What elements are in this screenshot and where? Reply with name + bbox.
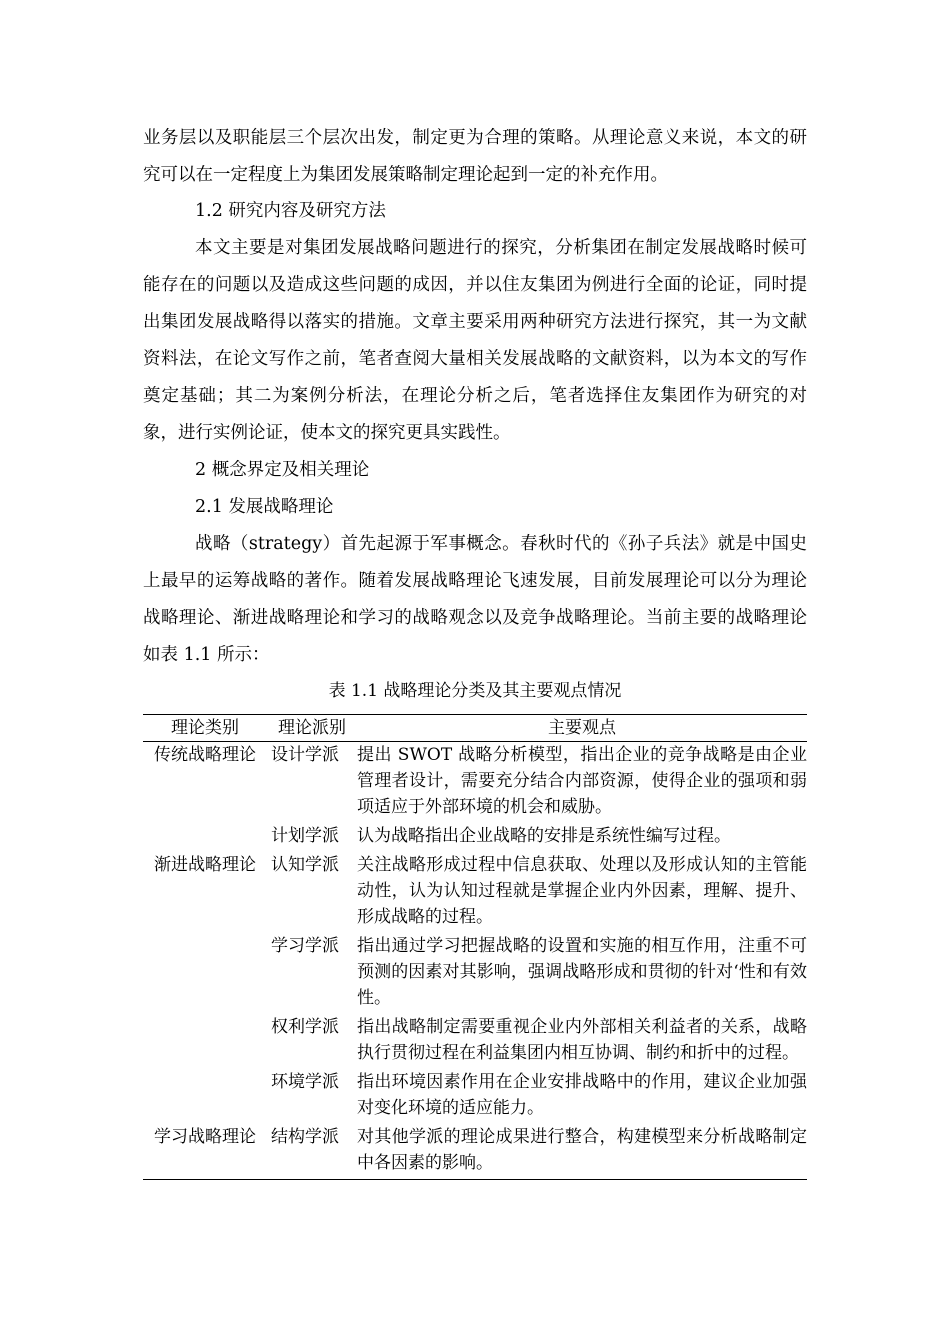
strategy-theory-table: [143, 714, 807, 1180]
header-school: 理论派别: [267, 715, 357, 742]
cell-school: 认知学派: [271, 855, 339, 875]
table-header-row: [143, 715, 807, 742]
table-caption: 表 1.1 战略理论分类及其主要观点情况: [328, 681, 622, 701]
section-heading-2-1: 2.1 发展战略理论: [195, 497, 334, 517]
table-row: [143, 1124, 807, 1180]
cell-school: 设计学派: [271, 745, 339, 765]
cell-school: 计划学派: [271, 826, 339, 846]
cell-category: 传统战略理论: [154, 745, 256, 765]
cell-category: 渐进战略理论: [154, 855, 256, 875]
table-row: [143, 852, 807, 933]
table-row: [143, 742, 807, 824]
cell-view: 对其他学派的理论成果进行整合，构建模型来分析战略制定中各因素的影响。: [357, 1124, 807, 1180]
table-row: [143, 933, 807, 1014]
table-row: [143, 1014, 807, 1069]
cell-category: [143, 823, 267, 852]
paragraph-significance: 业务层以及职能层三个层次出发，制定更为合理的策略。从理论意义来说，本文的研究可以在一定程度上为集团发展策略制定理论起到一定的补充作用。: [143, 128, 807, 185]
cell-category: [143, 1014, 267, 1069]
paragraph-research-content: 本文主要是对集团发展战略问题进行的探究，分析集团在制定发展战略时候可能存在的问题以及造成这些问题的成因，并以住友集团为例进行全面的论证，同时提出集团发展战略得以落实的措施。文章主要采用两种研究方法进行探究，其一为文献资料法，在论文写作之前，笔者查阅大量相关发展战略的文献资料，以为本文的写作奠定基础；其二为案例分析法，在理论分析之后，笔者选择住友集团作为研究的对象，进行实例论证，使本文的探究更具实践性。: [143, 238, 807, 443]
cell-view: 指出战略制定需要重视企业内外部相关利益者的关系，战略执行贯彻过程在利益集团内相互协调、制约和折中的过程。: [357, 1017, 807, 1063]
cell-category: 学习战略理论: [143, 1124, 267, 1180]
header-category: 理论类别: [143, 715, 267, 742]
paragraph-strategy-theory: 战略（strategy）首先起源于军事概念。春秋时代的《孙子兵法》就是中国史上最早的运筹战略的著作。随着发展战略理论飞速发展，目前发展理论可以分为理论战略理论、渐进战略理论和学习的战略观念以及竞争战略理论。当前主要的战略理论如表 1.1 所示：: [143, 534, 807, 665]
cell-school: 权利学派: [271, 1017, 339, 1037]
table-row: [143, 1069, 807, 1124]
cell-school: 结构学派: [267, 1124, 357, 1180]
cell-category: [143, 933, 267, 1014]
cell-view: 指出通过学习把握战略的设置和实施的相互作用，注重不可预测的因素对其影响，强调战略形成和贯彻的针对‘性和有效性。: [357, 936, 807, 1008]
cell-view: 提出 SWOT 战略分析模型，指出企业的竞争战略是由企业管理者设计，需要充分结合内部资源，使得企业的强项和弱项适应于外部环境的机会和威胁。: [357, 745, 807, 817]
cell-school: 环境学派: [271, 1072, 339, 1092]
section-heading-1-2: 1.2 研究内容及研究方法: [195, 201, 386, 221]
chapter-heading-2: 2 概念界定及相关理论: [195, 460, 370, 480]
cell-view: 指出环境因素作用在企业安排战略中的作用，建议企业加强对变化环境的适应能力。: [357, 1072, 807, 1118]
header-view: 主要观点: [357, 715, 807, 742]
table-row: [143, 823, 807, 852]
cell-view: 认为战略指出企业战略的安排是系统性编写过程。: [357, 826, 731, 846]
cell-category: [143, 1069, 267, 1124]
cell-school: 学习学派: [271, 936, 339, 956]
cell-view: 关注战略形成过程中信息获取、处理以及形成认知的主管能动性，认为认知过程就是掌握企业内外因素，理解、提升、形成战略的过程。: [357, 855, 807, 927]
